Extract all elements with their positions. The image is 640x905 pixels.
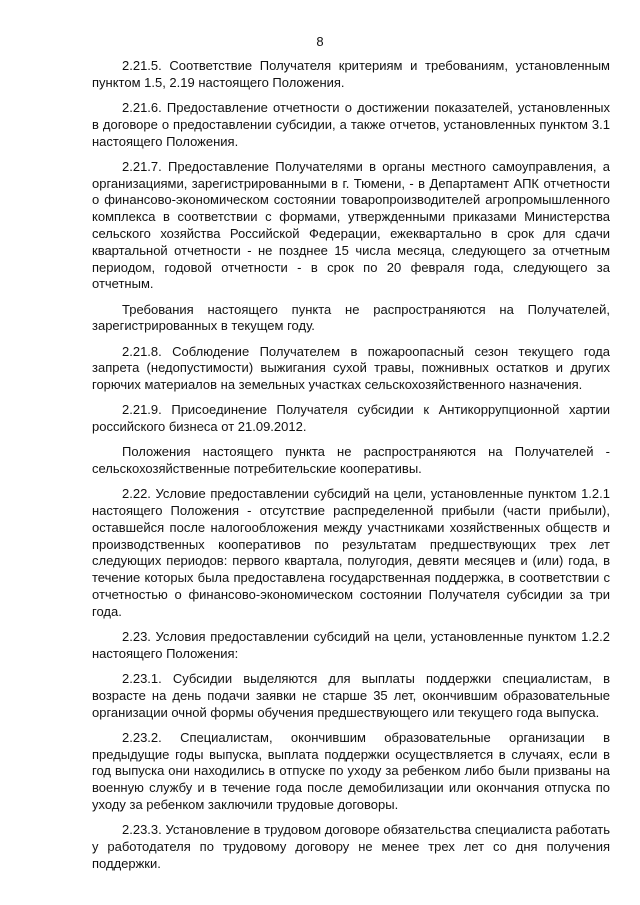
paragraph-2-21-9: 2.21.9. Присоединение Получателя субсидии к Антикоррупционной хартии российского бизнеса от 21.09.2012. [92, 402, 610, 435]
paragraph-2-21-5: 2.21.5. Соответствие Получателя критериям и требованиям, установленным пунктом 1.5, 2.19 настоящего Положения. [92, 58, 610, 90]
paragraph-2-21-8: 2.21.8. Соблюдение Получателем в пожароопасный сезон текущего года запрета (недопустимости) выжигания сухой травы, пожнивных остатков и других горючих материалов на земельных участках сельскохозяйственного назначения. [92, 343, 610, 393]
paragraph-2-21-7-note: Требования настоящего пункта не распространяются на Получателей, зарегистрированных в текущем году. [92, 301, 610, 334]
paragraph-2-23-2: 2.23.2. Специалистам, окончившим образовательные организации в предыдущие годы выпуска, выплата поддержки осуществляется в случаях, если в год выпуска они находились в отпуске по уходу за ребенком либо были призваны на военную службу и в течение года после демобилизации или окончания отпуска по уходу за ребенком заключили трудовые договоры. [92, 729, 610, 812]
paragraph-2-21-6: 2.21.6. Предоставление отчетности о достижении показателей, установленных в договоре о предоставлении субсидии, а также отчетов, установленных пунктом 3.1 настоящего Положения. [92, 99, 610, 149]
paragraph-2-23: 2.23. Условия предоставлении субсидий на цели, установленные пунктом 1.2.2 настоящего Положения: [92, 629, 610, 661]
page-number: 8 [316, 34, 324, 49]
paragraph-2-23-1: 2.23.1. Субсидии выделяются для выплаты поддержки специалистам, в возрасте на день подачи заявки не старше 35 лет, окончившим образовательные организации очной формы обучения предшествующего или текущего года выпуска. [92, 671, 610, 720]
paragraph-2-21-9-note: Положения настоящего пункта не распространяются на Получателей - сельскохозяйственные потребительские кооперативы. [92, 444, 610, 477]
paragraph-2-21-7: 2.21.7. Предоставление Получателями в органы местного самоуправления, а организациями, зарегистрированными в г. Тюмени, - в Департамент АПК отчетности о финансово-экономическом состоянии товаропроизводителей агропромышленного комплекса в соответствии с формами, утвержденными приказами Министерства сельского хозяйства Российской Федерации, ежеквартально в срок для сдачи квартальной отчетности - не позднее 15 числа месяца, следующего за отчетным периодом, годовой отчетности - в срок по 20 февраля года, следующего за отчетным. [92, 158, 610, 292]
paragraph-2-22: 2.22. Условие предоставлении субсидий на цели, установленные пунктом 1.2.1 настоящего Положения - отсутствие распределенной прибыли (части прибыли), оставшейся после налогообложения между участниками хозяйственных обществ и производственных кооперативов по результатам предшествующих трех лет следующих периодов: первого квартала, полугодия, девяти месяцев и (или) года, в течение которых была предоставлена государственная поддержка, в соответствии с отчетностью о финансово-экономическом состоянии Получателя субсидии за три года. [92, 486, 610, 619]
document-body [92, 58, 610, 881]
paragraph-2-23-3: 2.23.3. Установление в трудовом договоре обязательства специалиста работать у работодателя по трудовому договору не менее трех лет со дня получения поддержки. [92, 822, 610, 871]
